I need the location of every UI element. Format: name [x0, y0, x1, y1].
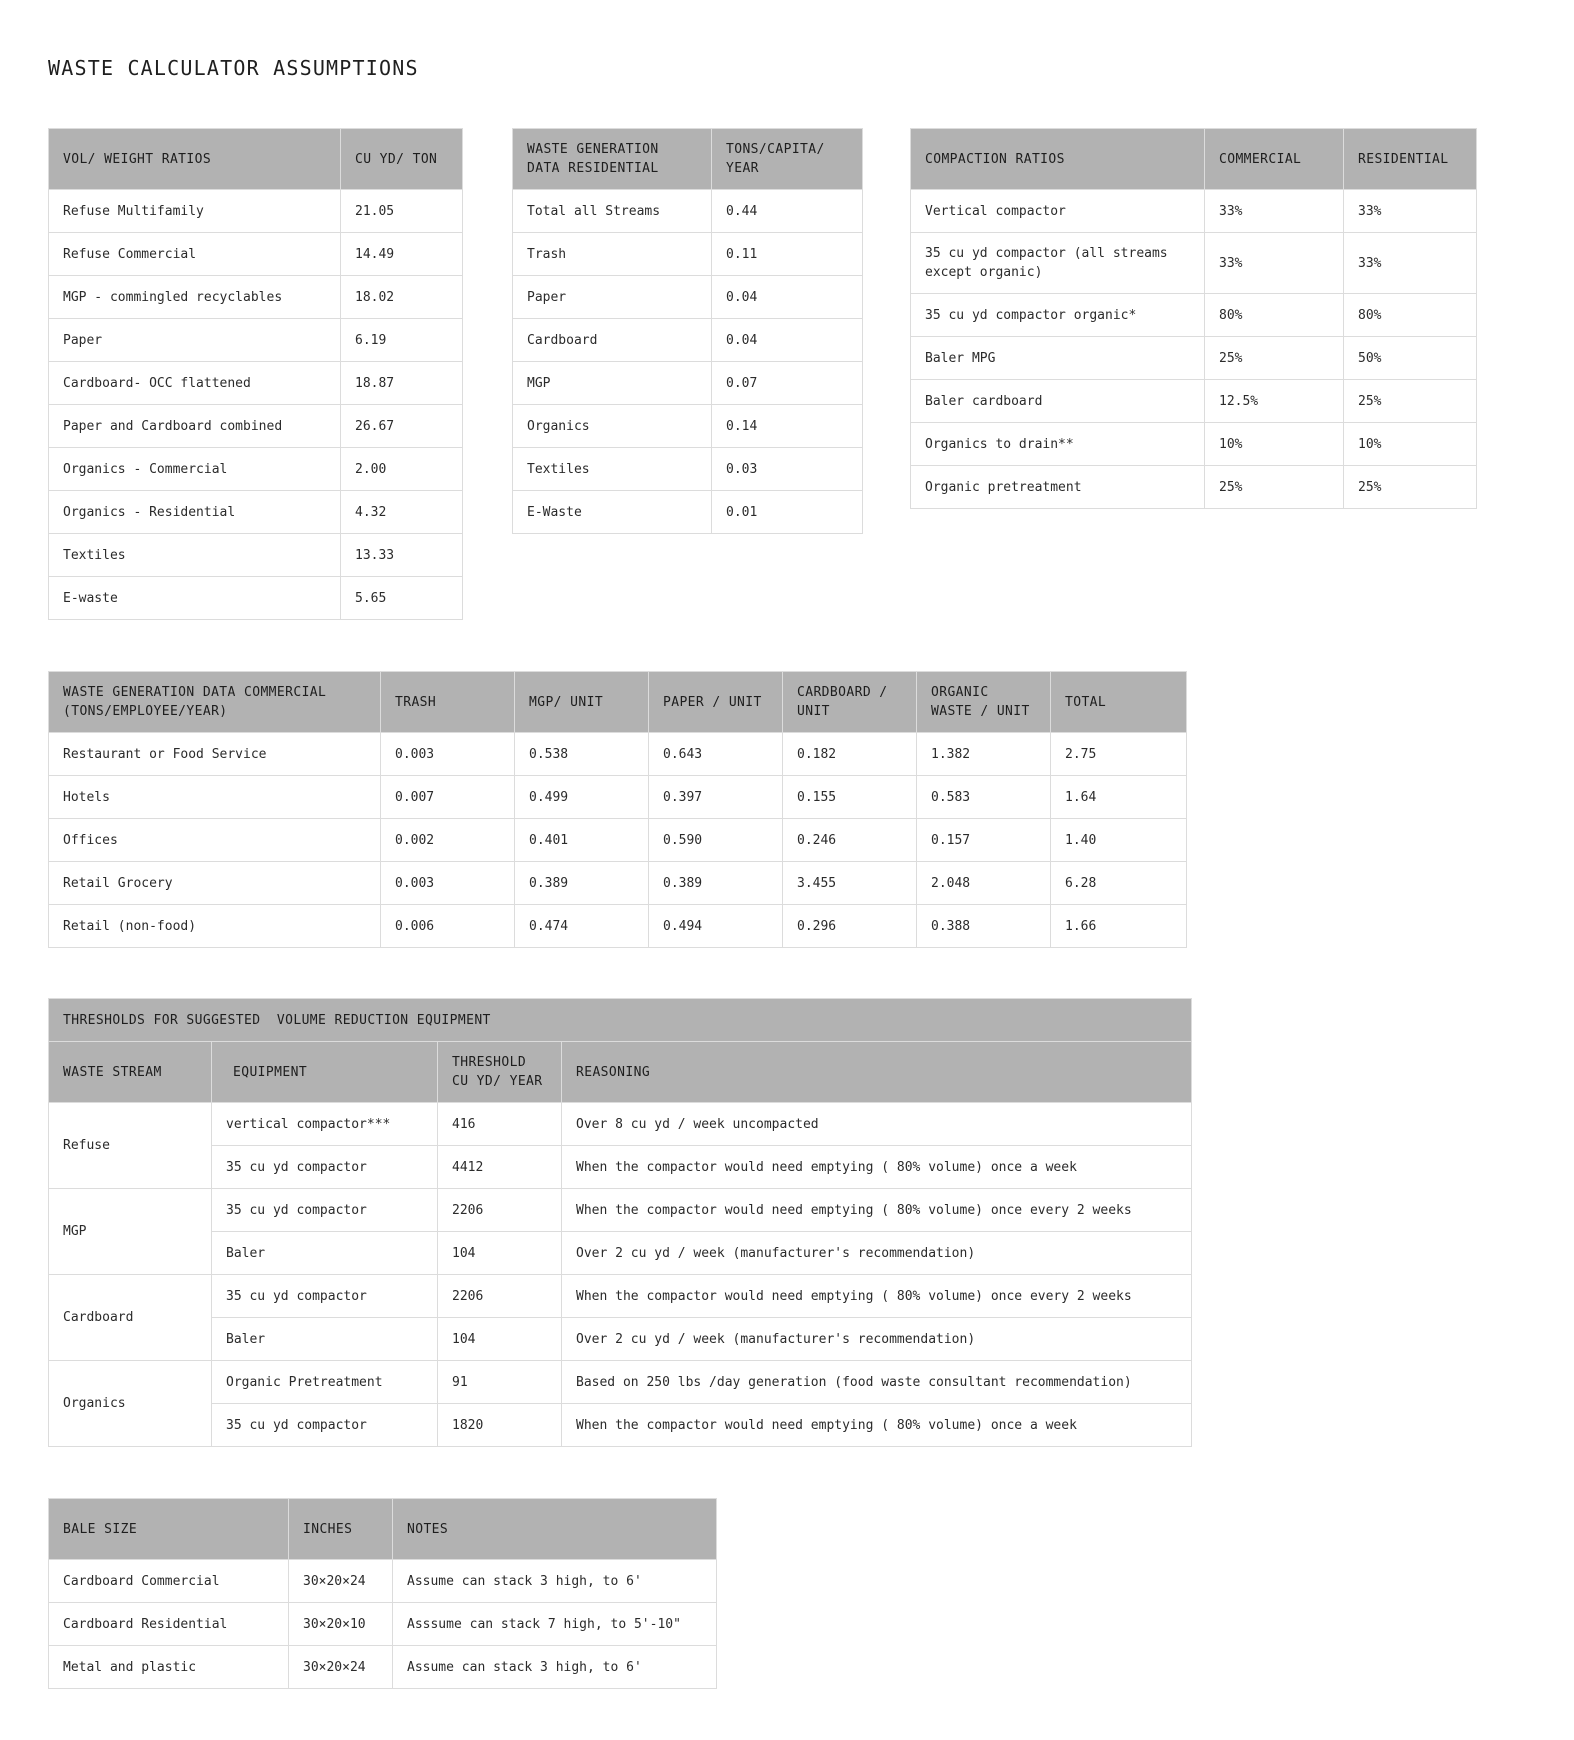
cell-value: 0.03 — [712, 448, 863, 491]
row-label: Organics — [513, 405, 712, 448]
equipment-cell: Baler — [212, 1318, 438, 1361]
table-row — [49, 905, 1187, 948]
cell-value: 0.006 — [381, 905, 515, 948]
equipment-cell: vertical compactor*** — [212, 1103, 438, 1146]
cell-value: 0.01 — [712, 491, 863, 534]
column-header: CARDBOARD / UNIT — [783, 672, 917, 733]
table-row — [49, 1146, 1192, 1189]
cell-value: 0.474 — [515, 905, 649, 948]
table-row — [49, 362, 463, 405]
cell-value: 3.455 — [783, 862, 917, 905]
row-label: Baler cardboard — [911, 380, 1205, 423]
equipment-cell: Organic Pretreatment — [212, 1361, 438, 1404]
row-label: Baler MPG — [911, 337, 1205, 380]
reasoning-cell: When the compactor would need emptying ( 80% volume) once a week — [562, 1404, 1192, 1447]
cell-value: 0.583 — [917, 776, 1051, 819]
column-header: CU YD/ TON — [341, 129, 463, 190]
cell-value: 33% — [1205, 190, 1344, 233]
row-label: Refuse Multifamily — [49, 190, 341, 233]
table-row — [49, 319, 463, 362]
reasoning-cell: Over 8 cu yd / week uncompacted — [562, 1103, 1192, 1146]
table-row — [49, 577, 463, 620]
row-label: Cardboard Residential — [49, 1603, 289, 1646]
table-header-row — [49, 129, 463, 190]
table-row — [49, 534, 463, 577]
equipment-cell: 35 cu yd compactor — [212, 1146, 438, 1189]
cell-value: 0.003 — [381, 733, 515, 776]
row-label: Textiles — [49, 534, 341, 577]
threshold-cell: 104 — [438, 1232, 562, 1275]
table-row — [49, 233, 463, 276]
threshold-cell: 2206 — [438, 1275, 562, 1318]
cell-value: 0.002 — [381, 819, 515, 862]
cell-value: 0.499 — [515, 776, 649, 819]
table-row — [911, 423, 1477, 466]
cell-value: 18.02 — [341, 276, 463, 319]
equipment-cell: Baler — [212, 1232, 438, 1275]
cell-note: Assume can stack 3 high, to 6' — [393, 1646, 717, 1689]
cell-value: 18.87 — [341, 362, 463, 405]
page-title: WASTE CALCULATOR ASSUMPTIONS — [48, 56, 419, 80]
table-row — [513, 362, 863, 405]
cell-value: 30×20×10 — [289, 1603, 393, 1646]
table-header-row — [911, 129, 1477, 190]
cell-value: 1.40 — [1051, 819, 1187, 862]
cell-value: 0.389 — [649, 862, 783, 905]
threshold-cell: 1820 — [438, 1404, 562, 1447]
row-label: Paper — [49, 319, 341, 362]
row-label: Refuse Commercial — [49, 233, 341, 276]
row-label: Hotels — [49, 776, 381, 819]
column-header: VOL/ WEIGHT RATIOS — [49, 129, 341, 190]
cell-value: 33% — [1344, 190, 1477, 233]
column-header: BALE SIZE — [49, 1499, 289, 1560]
row-label: Trash — [513, 233, 712, 276]
table-row — [513, 491, 863, 534]
commercial-generation-table — [48, 671, 1187, 948]
cell-value: 0.590 — [649, 819, 783, 862]
cell-value: 0.389 — [515, 862, 649, 905]
table-row — [49, 190, 463, 233]
row-label: MGP — [513, 362, 712, 405]
reasoning-cell: Over 2 cu yd / week (manufacturer's recommendation) — [562, 1318, 1192, 1361]
threshold-cell: 416 — [438, 1103, 562, 1146]
column-header: EQUIPMENT — [212, 1042, 438, 1103]
cell-value: 13.33 — [341, 534, 463, 577]
cell-value: 0.296 — [783, 905, 917, 948]
reasoning-cell: When the compactor would need emptying ( 80% volume) once every 2 weeks — [562, 1275, 1192, 1318]
table-row — [49, 1560, 717, 1603]
row-label: Total all Streams — [513, 190, 712, 233]
cell-value: 0.182 — [783, 733, 917, 776]
table-row — [911, 337, 1477, 380]
table-row — [49, 776, 1187, 819]
vol-weight-ratios-table — [48, 128, 463, 620]
cell-value: 0.494 — [649, 905, 783, 948]
cell-value: 6.19 — [341, 319, 463, 362]
table-row — [49, 1318, 1192, 1361]
table-row — [911, 233, 1477, 294]
cell-value: 25% — [1344, 380, 1477, 423]
table-row — [49, 1603, 717, 1646]
table-row — [513, 233, 863, 276]
table-header-row — [49, 672, 1187, 733]
column-header: WASTE STREAM — [49, 1042, 212, 1103]
table-header-row — [49, 1499, 717, 1560]
table-row — [49, 1232, 1192, 1275]
column-header: RESIDENTIAL — [1344, 129, 1477, 190]
bale-size-table — [48, 1498, 717, 1689]
table-header-row — [513, 129, 863, 190]
cell-value: 25% — [1205, 337, 1344, 380]
table-caption-row — [49, 999, 1192, 1042]
cell-value: 80% — [1344, 294, 1477, 337]
column-header: INCHES — [289, 1499, 393, 1560]
row-label: Organics - Residential — [49, 491, 341, 534]
cell-value: 50% — [1344, 337, 1477, 380]
equipment-thresholds-table — [48, 998, 1192, 1447]
reasoning-cell: Over 2 cu yd / week (manufacturer's recommendation) — [562, 1232, 1192, 1275]
cell-value: 30×20×24 — [289, 1646, 393, 1689]
table-row — [49, 862, 1187, 905]
equipment-cell: 35 cu yd compactor — [212, 1404, 438, 1447]
cell-value: 1.64 — [1051, 776, 1187, 819]
cell-value: 0.157 — [917, 819, 1051, 862]
compaction-ratios-table — [910, 128, 1477, 509]
cell-value: 0.07 — [712, 362, 863, 405]
table-row — [513, 276, 863, 319]
table-row — [49, 733, 1187, 776]
row-label: E-Waste — [513, 491, 712, 534]
column-header: REASONING — [562, 1042, 1192, 1103]
equipment-cell: 35 cu yd compactor — [212, 1189, 438, 1232]
cell-value: 4.32 — [341, 491, 463, 534]
cell-value: 1.382 — [917, 733, 1051, 776]
table-row — [49, 1275, 1192, 1318]
cell-value: 30×20×24 — [289, 1560, 393, 1603]
cell-value: 2.00 — [341, 448, 463, 491]
row-label: Cardboard — [513, 319, 712, 362]
row-label: Organic pretreatment — [911, 466, 1205, 509]
cell-note: Assume can stack 3 high, to 6' — [393, 1560, 717, 1603]
table-row — [49, 448, 463, 491]
table-row — [49, 405, 463, 448]
cell-value: 25% — [1205, 466, 1344, 509]
row-label: Textiles — [513, 448, 712, 491]
cell-value: 80% — [1205, 294, 1344, 337]
threshold-cell: 91 — [438, 1361, 562, 1404]
threshold-cell: 4412 — [438, 1146, 562, 1189]
table-row — [911, 294, 1477, 337]
cell-value: 0.44 — [712, 190, 863, 233]
row-label: E-waste — [49, 577, 341, 620]
table-row — [911, 190, 1477, 233]
table-row — [513, 319, 863, 362]
cell-value: 0.04 — [712, 319, 863, 362]
row-label: 35 cu yd compactor organic* — [911, 294, 1205, 337]
cell-value: 1.66 — [1051, 905, 1187, 948]
cell-value: 0.643 — [649, 733, 783, 776]
cell-value: 0.14 — [712, 405, 863, 448]
cell-value: 0.003 — [381, 862, 515, 905]
cell-value: 33% — [1205, 233, 1344, 294]
waste-stream-label: MGP — [49, 1189, 212, 1275]
table-row — [513, 405, 863, 448]
column-header: TONS/CAPITA/ YEAR — [712, 129, 863, 190]
row-label: Organics - Commercial — [49, 448, 341, 491]
cell-value: 25% — [1344, 466, 1477, 509]
table-row — [911, 380, 1477, 423]
cell-value: 14.49 — [341, 233, 463, 276]
table-row — [49, 819, 1187, 862]
residential-generation-table — [512, 128, 863, 534]
cell-value: 26.67 — [341, 405, 463, 448]
column-header: TRASH — [381, 672, 515, 733]
column-header: COMPACTION RATIOS — [911, 129, 1205, 190]
equipment-cell: 35 cu yd compactor — [212, 1275, 438, 1318]
row-label: MGP - commingled recyclables — [49, 276, 341, 319]
column-header: PAPER / UNIT — [649, 672, 783, 733]
cell-value: 0.007 — [381, 776, 515, 819]
column-header: COMMERCIAL — [1205, 129, 1344, 190]
row-label: 35 cu yd compactor (all streams except organic) — [911, 233, 1205, 294]
cell-value: 0.155 — [783, 776, 917, 819]
cell-value: 0.401 — [515, 819, 649, 862]
cell-value: 0.397 — [649, 776, 783, 819]
waste-stream-label: Cardboard — [49, 1275, 212, 1361]
reasoning-cell: When the compactor would need emptying ( 80% volume) once every 2 weeks — [562, 1189, 1192, 1232]
cell-value: 12.5% — [1205, 380, 1344, 423]
row-label: Offices — [49, 819, 381, 862]
cell-value: 0.04 — [712, 276, 863, 319]
row-label: Cardboard Commercial — [49, 1560, 289, 1603]
row-label: Restaurant or Food Service — [49, 733, 381, 776]
row-label: Paper — [513, 276, 712, 319]
row-label: Retail Grocery — [49, 862, 381, 905]
cell-value: 6.28 — [1051, 862, 1187, 905]
table-row — [49, 1361, 1192, 1404]
cell-value: 2.75 — [1051, 733, 1187, 776]
row-label: Paper and Cardboard combined — [49, 405, 341, 448]
table-row — [49, 1189, 1192, 1232]
waste-stream-label: Organics — [49, 1361, 212, 1447]
table-caption: THRESHOLDS FOR SUGGESTED VOLUME REDUCTION EQUIPMENT — [49, 999, 1192, 1042]
column-header: THRESHOLD CU YD/ YEAR — [438, 1042, 562, 1103]
table-row — [49, 1103, 1192, 1146]
waste-stream-label: Refuse — [49, 1103, 212, 1189]
column-header: MGP/ UNIT — [515, 672, 649, 733]
threshold-cell: 104 — [438, 1318, 562, 1361]
table-row — [513, 448, 863, 491]
table-row — [49, 491, 463, 534]
cell-value: 0.246 — [783, 819, 917, 862]
column-header: WASTE GENERATION DATA COMMERCIAL (TONS/EMPLOYEE/YEAR) — [49, 672, 381, 733]
column-header: ORGANIC WASTE / UNIT — [917, 672, 1051, 733]
table-row — [513, 190, 863, 233]
reasoning-cell: When the compactor would need emptying ( 80% volume) once a week — [562, 1146, 1192, 1189]
cell-value: 2.048 — [917, 862, 1051, 905]
reasoning-cell: Based on 250 lbs /day generation (food waste consultant recommendation) — [562, 1361, 1192, 1404]
cell-value: 5.65 — [341, 577, 463, 620]
table-row — [49, 1646, 717, 1689]
cell-value: 33% — [1344, 233, 1477, 294]
cell-value: 21.05 — [341, 190, 463, 233]
row-label: Cardboard- OCC flattened — [49, 362, 341, 405]
row-label: Metal and plastic — [49, 1646, 289, 1689]
cell-value: 0.388 — [917, 905, 1051, 948]
cell-note: Asssume can stack 7 high, to 5'-10" — [393, 1603, 717, 1646]
table-row — [49, 1404, 1192, 1447]
row-label: Organics to drain** — [911, 423, 1205, 466]
table-row — [49, 276, 463, 319]
table-row — [911, 466, 1477, 509]
cell-value: 10% — [1205, 423, 1344, 466]
row-label: Retail (non-food) — [49, 905, 381, 948]
column-header: TOTAL — [1051, 672, 1187, 733]
cell-value: 0.538 — [515, 733, 649, 776]
table-header-row — [49, 1042, 1192, 1103]
threshold-cell: 2206 — [438, 1189, 562, 1232]
cell-value: 0.11 — [712, 233, 863, 276]
row-label: Vertical compactor — [911, 190, 1205, 233]
column-header: NOTES — [393, 1499, 717, 1560]
cell-value: 10% — [1344, 423, 1477, 466]
column-header: WASTE GENERATION DATA RESIDENTIAL — [513, 129, 712, 190]
